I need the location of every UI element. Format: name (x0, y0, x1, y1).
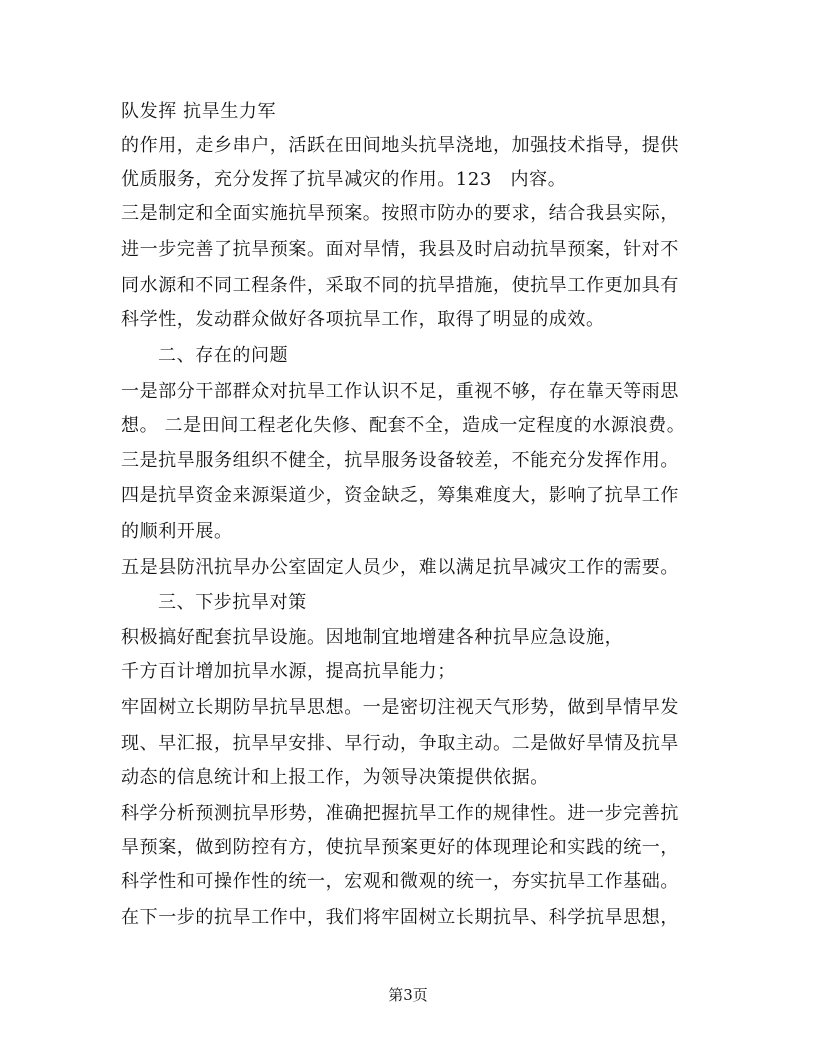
text-line: 现、早汇报，抗旱早安排、早行动，争取主动。二是做好旱情及抗旱 (121, 733, 679, 754)
text-line: 队发挥 抗旱生力军 (121, 101, 277, 122)
section-heading: 二、存在的问题 (158, 345, 289, 366)
text-line: 进一步完善了抗旱预案。面对旱情，我县及时启动抗旱预案，针对不 (121, 239, 679, 260)
text-line: 同水源和不同工程条件，采取不同的抗旱措施，使抗旱工作更加具有 (121, 275, 679, 296)
text-line: 一是部分干部群众对抗旱工作认识不足，重视不够，存在靠天等雨思 (121, 381, 679, 402)
text-line: 四是抗旱资金来源渠道少，资金缺乏，筹集难度大，影响了抗旱工作 (121, 485, 679, 506)
text-line: 千方百计增加抗旱水源，提高抗旱能力； (121, 661, 456, 682)
text-line: 牢固树立长期防旱抗旱思想。一是密切注视天气形势，做到旱情早发 (121, 697, 679, 718)
text-line: 积极搞好配套抗旱设施。因地制宜地增建各种抗旱应急设施， (121, 627, 624, 648)
text-line: 优质服务，充分发挥了抗旱减灾的作用。123 内容。 (121, 169, 567, 190)
text-line: 在下一步的抗旱工作中，我们将牢固树立长期抗旱、科学抗旱思想， (121, 907, 679, 928)
text-line: 科学性和可操作性的统一，宏观和微观的统一，夯实抗旱工作基础。 (121, 871, 679, 892)
text-line: 想。 二是田间工程老化失修、配套不全，造成一定程度的水源浪费。 (121, 415, 686, 436)
text-line: 动态的信息统计和上报工作，为领导决策提供依据。 (121, 767, 549, 788)
text-line: 的顺利开展。 (121, 521, 233, 542)
text-line: 的作用，走乡串户，活跃在田间地头抗旱浇地，加强技术指导，提供 (121, 135, 679, 156)
text-line: 五是县防汛抗旱办公室固定人员少，难以满足抗旱减灾工作的需要。 (121, 557, 679, 578)
text-line: 科学性，发动群众做好各项抗旱工作，取得了明显的成效。 (121, 309, 605, 330)
text-line: 三是制定和全面实施抗旱预案。按照市防办的要求，结合我县实际， (121, 203, 679, 224)
section-heading: 三、下步抗旱对策 (158, 592, 307, 613)
page-number: 第3页 (388, 986, 428, 1004)
text-line: 三是抗旱服务组织不健全，抗旱服务设备较差，不能充分发挥作用。 (121, 450, 679, 471)
text-line: 科学分析预测抗旱形势，准确把握抗旱工作的规律性。进一步完善抗 (121, 803, 679, 824)
text-line: 旱预案，做到防控有方，使抗旱预案更好的体现理论和实践的统一， (121, 837, 679, 858)
